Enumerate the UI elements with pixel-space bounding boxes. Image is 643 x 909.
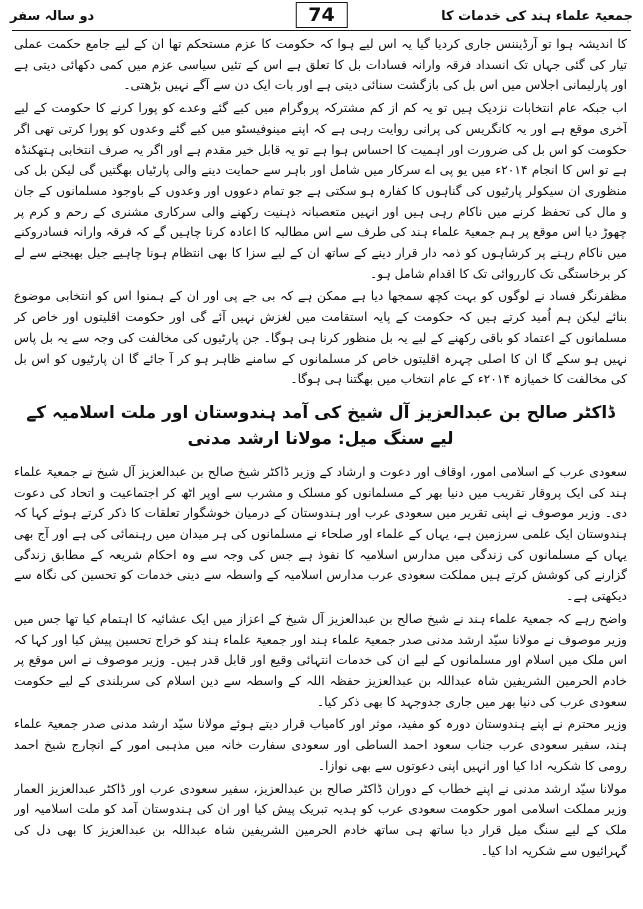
paragraph: مولانا سیّد ارشد مدنی نے اپنے خطاب کے دوران ڈاکٹر صالح بن عبدالعزیز، سفیر سعودی عرب اور ڈاکٹر عبدالعزیز العمار وزیر مملکت اسلامی امور حکومت سعودی عرب کو ہدیہ تبریک پیش کیا اور ان کی ہندوستان آمد کو ملت اسلامیہ اور ملک کے لیے سنگ میل قرار دیا ساتھ ہی ساتھ خادم الحرمین الشریفین شاہ عبداللہ بن عبدالعزیز کا بھی دل کی گہرائیوں سے شکریہ ادا کیا۔ [14, 781, 627, 858]
page-number: 74 [295, 2, 347, 28]
paragraph: کا اندیشہ ہوا تو آرڈیننس جاری کردیا گیا یہ اس لیے ہوا کہ حکومت کا عزم مستحکم تھا ان کے لیے جامع حکمت عملی تیار کی گئی جہاں تک انسداد فرقہ وارانہ فسادات بل کا تعلق ہے اس کے تئیں سیاسی عزم میں کمی دکھائی دیتی ہے اور پارلیمانی اجلاس میں اس بل کی بازگشت سنائی دیتی ہے اور بات ایک دن سے آگے نہیں بڑھتی۔ [14, 37, 627, 93]
paragraph: مظفرنگر فساد نے لوگوں کو بہت کچھ سمجھا دیا ہے ممکن ہے کہ بی جے پی اور ان کے ہمنوا اس کو انتخابی موضوع بنائے لیکن ہم اُمید کرتے ہیں کہ حکومت کے پایہ استقامت میں لغزش نہیں آئے گی اور حکومت اقلیتوں اور خاص کر مسلمانوں کے اعتماد کو باقی رکھنے کے لیے یہ بل منظور کرنا ہی ہوگا۔ جن پارٹیوں کی مخالفت کی وجہ سے یہ بل پاس نہیں ہو سکے گا ان کا اصلی چہرہ اقلیتوں خاص کر مسلمانوں کے سامنے ظاہر ہو کر آ جائے گا ان پارٹیوں کو اس بل کی مخالفت کا خمیازہ ۲۰۱۴ء کے عام انتخاب میں بھگتنا ہی ہوگا۔ [14, 289, 627, 387]
paragraph: وزیر محترم نے اپنے ہندوستان دورہ کو مفید، موثر اور کامیاب قرار دیتے ہوئے مولانا سیّد ارشد مدنی صدر جمعیۃ علماء ہند، سفیر سعودی عرب جناب سعود احمد الساطی اور سعودی سفارت خانہ میں مذہبی امور کے انچارج شیخ احمد رومی کا شکریہ ادا کیا اور انہیں اپنی دعوتوں سے بھی نوازا۔ [14, 717, 627, 773]
paragraph: سعودی عرب کے اسلامی امور، اوقاف اور دعوت و ارشاد کے وزیر ڈاکٹر شیخ صالح بن عبدالعزیز آل شیخ نے جمعیۃ علماء ہند کی ایک پروقار تقریب میں دنیا بھر کے مسلمانوں کو مسلک و مشرب سے اوپر اٹھ کر اجتماعیت و اتحاد کی دعوت دی۔ وزیر موصوف نے اپنی تقریر میں سعودی عرب اور ہندوستان کے درمیان خوشگوار تعلقات کا ذکر کرتے ہوئے کہا کہ ہندوستان ایک علمی سرزمین ہے، یہاں کے علماء اور صلحاء نے مسلمانوں کی ہر میدان میں رہنمائی کی ہے اور آج بھی یہاں کے مسلمانوں کی زندگی میں مدارس اسلامیہ کا نفوذ ہے جس کی وجہ سے وہ احکام شریعہ کے مطابق زندگی گزارنے کی کوشش کرتے ہیں مملکت سعودی عرب مدارس اسلامیہ کے واسطہ سے دینی خدمات کو تحسین کی نگاہ سے دیکھتی ہے۔ [14, 464, 627, 604]
header-right-title: جمعیۃ علماء ہند کی خدمات کا [441, 8, 633, 24]
section-heading: ڈاکٹر صالح بن عبدالعزیز آل شیخ کی آمد ہندوستان اور ملت اسلامیہ کے لیے سنگ میل: مولانا ارشد مدنی [26, 402, 615, 449]
header-divider [12, 30, 631, 31]
paragraph: اب جبکہ عام انتخابات نزدیک ہیں تو یہ کم از کم مشترکہ پروگرام میں کیے گئے وعدے کو پورا کرنے کا حکومت کے لیے آخری موقع ہے اور یہ کانگریس کی پرانی روایت رہی ہے کہ اپنے مینوفیسٹو میں کیے گئے وعدوں کو پورا کرتی تھی اگر حکومت کو اس بل کی ضرورت اور اہمیت کا احساس ہوا ہے تو یہ قابل خیر مقدم ہے اور اگر یہ صرف انتخابی ہتھکنڈہ ہے تو اس کا انجام ۲۰۱۴ء میں یو پی اے سرکار میں شامل اور باہر سے حمایت دینے والی پارٹیاں بھگتیں گی لیکن بل کی منظوری ان سیکولر پارٹیوں کی گناہوں کا کفارہ ہو سکتی ہے جو تمام دعووں اور وعدوں کے باوجود مسلمانوں کے جان و مال کی تحفظ کرنے میں ناکام رہی ہیں اور انہیں متعصبانہ ذہنیت رکھنے والی سرکاری مشنری کے رحم و کرم پر چھوڑ دیا اس موقع پر ہم جمعیۃ علماء ہند کی طرف سے اس مطالبہ کا اعادہ کرنا چاہیں گے کہ فرقہ وارانہ فسادروکنے میں ناکام رہنے پر کرشاہوں کو ذمہ دار قرار دینے کے ساتھ ان کے لیے سزا کا بھی انتظام ہونا چاہیے جیل بھیجنے سے لے کر برخاستگی تک کارروائی تک کا اقدام شامل ہو۔ [14, 101, 627, 281]
body-text [14, 34, 627, 905]
header-left-title: دو سالہ سفر [10, 8, 95, 24]
paragraph: واضح رہے کہ جمعیۃ علماء ہند نے شیخ صالح بن عبدالعزیز آل شیخ کے اعزاز میں ایک عشائیہ کا اہتمام کیا تھا جس میں وزیر موصوف نے مولانا سیّد ارشد مدنی صدر جمعیۃ علماء ہند اور جمعیۃ علماء ہند کو خراج تحسین پیش کیا اور کہا کہ اس ملک میں اسلام اور مسلمانوں کے لیے ان کی خدمات انتہائی وقیع اور قابل قدر ہیں۔ وزیر موصوف نے اس موقع پر خادم الحرمین الشریفین شاہ عبداللہ بن عبدالعزیز حفظہ اللہ کے واسطہ سے دین اسلام کی سربلندی کے لیے حکومت سعودی عرب کی دنیا بھر میں جاری جدوجہد کا بھی ذکر کیا۔ [14, 611, 627, 709]
